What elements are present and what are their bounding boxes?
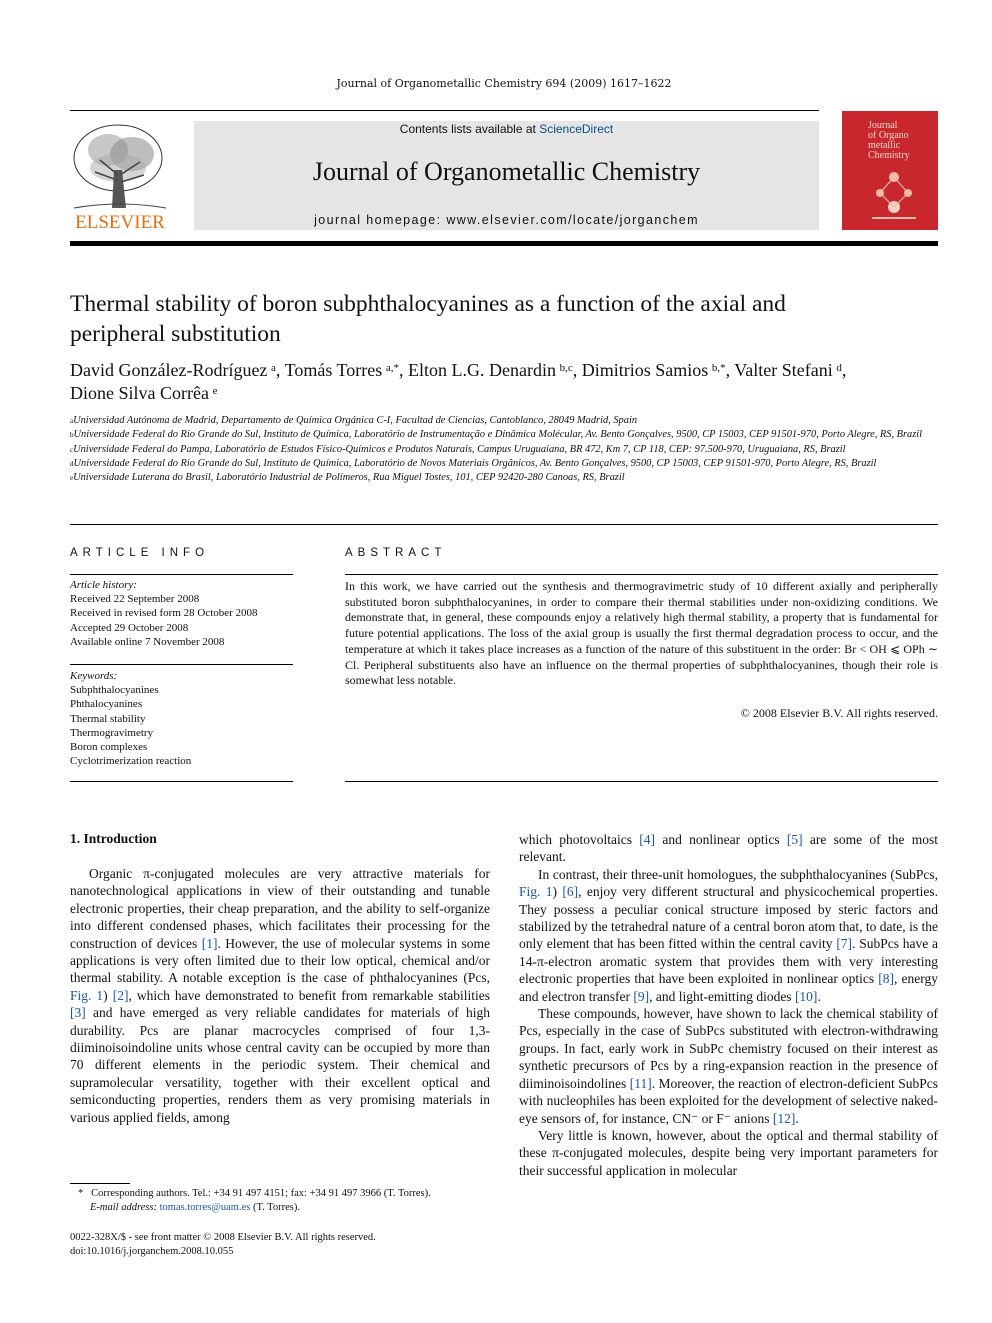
history-item: Accepted 29 October 2008 — [70, 621, 189, 634]
reference-link[interactable]: [8] — [878, 971, 895, 987]
author — [285, 360, 408, 380]
abstract-text: In this work, we have carried out the synthesis and thermogravimetric study of 10 different axially and peripherally substituted boron subphthalocyanines, in order to compare their thermal stabilities under non-oxidizing conditions. We demonstrate that, in general, these compounds enjoy a relatively high thermal stability, a property that is fundamental for future potential applications. The loss of the axial group is usually the first thermal degradation process to occur, and the temperature at which it takes place increases as a function of the nature of this substituent in the order: Br < OH ⩽ OPh ∼ Cl. Peripheral substituents also have an influence on the thermal properties of subphthalocyanines, though their role is somewhat less notable. — [345, 579, 938, 688]
journal-masthead — [194, 121, 819, 230]
contents-prefix: Contents lists available at — [399, 122, 540, 136]
author-name: Tomás Torres — [284, 360, 383, 380]
body-paragraph: which photovoltaics [4] and nonlinear optics [5] are some of the most relevant. — [519, 832, 938, 865]
cover-title-line: Journal — [868, 120, 898, 131]
author-affiliation-marker: e — [212, 385, 218, 397]
history-item: Available online 7 November 2008 — [70, 635, 225, 648]
reference-link[interactable]: [9] — [633, 988, 650, 1004]
affiliation — [70, 471, 950, 485]
author-name: David González-Rodríguez — [70, 360, 268, 380]
reference-link[interactable]: [12] — [772, 1110, 796, 1126]
elsevier-logo — [70, 120, 170, 235]
history-label: Article history: — [70, 579, 137, 591]
cover-title — [868, 121, 910, 161]
author-separator: , — [399, 360, 408, 380]
front-matter-info — [70, 1231, 490, 1260]
affiliation-text: Universidade Federal do Rio Grande do Sul, Instituto de Química, Laboratório de Novos Materiais Orgânicos, Av. Bento Gonçalves, 9500, CP 15003, CEP 91501-970, Porto Alegre, RS, Brazil — [73, 457, 877, 469]
contents-line — [194, 122, 819, 136]
body-paragraph: In contrast, their three-unit homologues, the subphthalocyanines (SubPcs, Fig. 1) [6], enjoy very different structural and physicochemical properties. They possess a peculiar conical structure imposed by steric factors and stabilized by the tetrahedral nature of a central boron atom that, to date, is the only element that has been fitted within the central cavity [7]. SubPcs have a 14-π-electron aromatic system that provides them with very interesting electronic properties that have been exploited in nonlinear optics [8], energy and electron transfer [9], and light-emitting diodes [10]. — [519, 866, 938, 1004]
reference-link[interactable]: [3] — [70, 1005, 86, 1021]
reference-link[interactable]: [6] — [562, 884, 579, 900]
article-info-rule — [70, 574, 293, 575]
author-separator: , — [725, 360, 735, 380]
sciencedirect-link[interactable]: ScienceDirect — [539, 122, 614, 136]
affiliation-list — [70, 414, 950, 485]
affiliation-marker: a — [70, 417, 74, 425]
reference-link[interactable]: [7] — [836, 936, 853, 952]
affiliation — [70, 414, 950, 428]
affiliation-marker: b — [70, 431, 74, 440]
author-name: Valter Stefani — [734, 360, 833, 380]
journal-homepage[interactable]: journal homepage: www.elsevier.com/locate/jorganchem — [314, 213, 699, 227]
corresponding-author-footnote — [70, 1187, 490, 1216]
author — [70, 360, 285, 380]
reference-link[interactable]: [5] — [786, 832, 803, 847]
reference-link[interactable]: [10] — [794, 988, 818, 1004]
cover-molecule-icon — [864, 163, 924, 225]
author — [582, 360, 735, 380]
abstract-copyright: © 2008 Elsevier B.V. All rights reserved. — [740, 706, 938, 720]
doi-line[interactable]: doi:10.1016/j.jorganchem.2008.10.055 — [70, 1246, 234, 1258]
history-item: Received in revised form 28 October 2008 — [70, 607, 258, 620]
affiliation-text: Universidad Autónoma de Madrid, Departamento de Química Orgánica C-I, Facultad de Ciencias, Cantoblanco, 28049 Madrid, Spain — [73, 415, 638, 426]
cover-title-line: Chemistry — [868, 150, 910, 161]
cover-title-line: metallic — [868, 140, 901, 151]
author — [408, 360, 582, 380]
email-link[interactable]: tomas.torres@uam.es — [159, 1202, 251, 1214]
header-rule-thick — [70, 241, 938, 246]
keyword: Thermal stability — [70, 712, 146, 725]
history-item: Received 22 September 2008 — [70, 593, 200, 606]
article-title: Thermal stability of boron subphthalocyanines as a function of the axial and peripheral substitution — [70, 291, 786, 347]
author-affiliation-marker: d — [836, 362, 842, 374]
keyword: Cyclotrimerization reaction — [70, 755, 192, 768]
affiliation-marker: e — [70, 474, 74, 483]
affiliation-rule — [70, 524, 938, 525]
author-list — [70, 359, 950, 405]
affiliation-text: Universidade Federal do Rio Grande do Sul, Instituto de Química, Laboratório de Instrumentação e Dinâmica Molécular, Av. Bento Gonçalves, 9500, CP 15003, CEP 91501-970, Porto Alegre, RS, Brazil — [73, 429, 923, 441]
affiliation — [70, 428, 950, 442]
keyword: Thermogravimetry — [70, 726, 154, 739]
reference-link[interactable]: [1] — [201, 935, 218, 951]
reference-link[interactable]: [4] — [639, 832, 656, 847]
journal-cover — [842, 111, 938, 230]
section-heading: 1. Introduction — [70, 831, 157, 846]
issn-line: 0022-328X/$ - see front matter © 2008 Elsevier B.V. All rights reserved. — [70, 1232, 376, 1243]
abstract-bottom-rule — [345, 781, 938, 782]
elsevier-wordmark: ELSEVIER — [75, 212, 165, 233]
article-info-label: ARTICLE INFO — [70, 547, 210, 559]
article-history — [70, 578, 310, 649]
affiliation-marker: c — [70, 445, 74, 454]
reference-link[interactable]: [11] — [629, 1075, 652, 1091]
author-affiliation-marker: b,* — [711, 362, 726, 374]
body-paragraph: These compounds, however, have shown to lack the chemical stability of Pcs, especially in the case of SubPcs substituted with electron-withdrawing groups. In fact, early work in SubPc chemistry focused on their interest as synthetic precursors of Pcs by a ring-expansion reaction in the presence of diiminoisoindolines [11]. Moreover, the reaction of electron-deficient SubPcs with nucleophiles has been exploited for the development of selective naked-eye sensors of, for instance, CN⁻ or F⁻ anions [12]. — [519, 1006, 938, 1126]
keyword: Phthalocyanines — [70, 698, 143, 711]
affiliation — [70, 443, 950, 457]
author-name: Elton L.G. Denardin — [408, 360, 556, 380]
header-rule-top — [70, 110, 819, 111]
keyword: Subphthalocyanines — [70, 684, 159, 697]
body-left-column — [70, 865, 490, 1126]
body-paragraph: Organic π-conjugated molecules are very attractive materials for nanotechnological applications in view of their outstanding and tunable electronic properties, their cheap preparation, and the ability to self-organize into different condensed phases, which facilitates their processing for the construction of devices [1]. However, the use of molecular systems in some applications is very often limited due to their low optical, chemical and/or thermal stability. A notable exception is the case of phthalocyanines (Pcs, Fig. 1) [2], which have demonstrated to benefit from remarkable stabilities [3] and have emerged as very reliable candidates for materials of high durability. Pcs are planar macrocycles comprised of four 1,3-diiminoisoindoline units whose central cavity can be occupied by more than 70 different elements in the periodic system. Their chemical and supramolecular versatility, together with their excellent optical and semiconducting properties, renders them as very promising materials in various applied fields, among — [70, 866, 490, 1125]
abstract-rule — [345, 574, 938, 575]
email-suffix: (T. Torres). — [250, 1202, 300, 1214]
elsevier-tree-icon — [70, 120, 170, 235]
author-name: Dimitrios Samios — [581, 360, 709, 380]
journal-citation: Journal of Organometallic Chemistry 694 (2009) 1617–1622 — [336, 77, 672, 90]
author-affiliation-marker: a — [271, 362, 276, 374]
figure-link[interactable]: Fig. 1 — [70, 987, 104, 1003]
author-separator: , — [841, 360, 847, 380]
keywords-rule — [70, 664, 293, 665]
author-separator: , — [275, 360, 285, 380]
keywords-label: Keywords: — [70, 670, 118, 682]
footnote-rule — [70, 1183, 130, 1184]
email-label: E-mail address: — [90, 1202, 157, 1214]
footnote-contact: Corresponding authors. Tel.: +34 91 497 4151; fax: +34 91 497 3966 (T. Torres). — [91, 1188, 431, 1199]
author-affiliation-marker: a,* — [385, 362, 399, 374]
author-affiliation-marker: b,c — [559, 362, 573, 374]
body-paragraph: Very little is known, however, about the optical and thermal stability of these π-conjugated molecules, despite being very important parameters for their successful application in molecular — [519, 1127, 938, 1178]
abstract-label: ABSTRACT — [345, 547, 447, 559]
keyword: Boron complexes — [70, 741, 148, 754]
author — [734, 360, 846, 380]
affiliation-text: Universidade Federal do Pampa, Laboratório de Estudos Físico-Químicos e Produtos Naturais, Campus Uruguaiana, BR 472, Km 7, CP 118, CEP: 97.500-970, Uruguaiana, RS, Brazil — [73, 443, 846, 455]
author-name: Dione Silva Corrêa — [70, 383, 209, 403]
cover-title-line: of Organo — [868, 130, 909, 141]
journal-title: Journal of Organometallic Chemistry — [312, 157, 701, 186]
affiliation-marker: d — [70, 459, 74, 468]
author — [70, 383, 217, 403]
author-separator: , — [572, 360, 582, 380]
affiliation-text: Universidade Luterana do Brasil, Laboratório Industrial de Polímeros, Rua Miguel Tostes, 101, CEP 92420-280 Canoas, RS, Brazil — [73, 472, 625, 484]
reference-link[interactable]: [2] — [112, 987, 129, 1003]
keywords — [70, 669, 310, 768]
figure-link[interactable]: Fig. 1 — [519, 884, 553, 900]
footnote-marker: * — [78, 1188, 84, 1199]
article-info-bottom-rule — [70, 781, 293, 782]
affiliation — [70, 457, 950, 471]
body-right-column — [519, 831, 938, 1179]
